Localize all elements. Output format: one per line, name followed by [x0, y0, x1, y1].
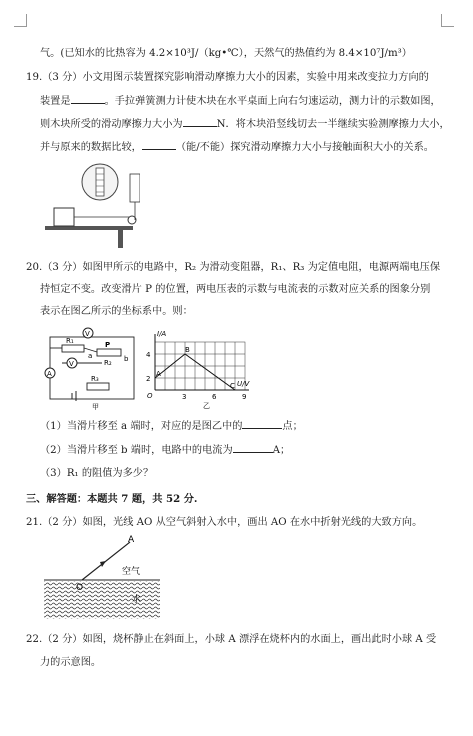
point-a-label: A: [128, 535, 135, 545]
page-corner-mark: [441, 14, 454, 27]
q19-text: 装置是: [40, 96, 71, 107]
q20-sub-1: [40, 418, 452, 435]
circuit-caption: 甲: [92, 403, 99, 410]
wooden-block: [54, 208, 74, 226]
r3-label: R₃: [91, 375, 99, 383]
q20-sub-2: [40, 442, 452, 459]
q19-blank-1[interactable]: [71, 93, 105, 104]
graph-x-tick: 6: [212, 393, 217, 401]
q20-circuit-diagram: [42, 325, 142, 410]
q20-blank-1[interactable]: [242, 418, 282, 429]
q21-figure: [40, 534, 175, 624]
header-line: 气。(已知水的比热容为 4.2×10³J/（kg•℃），天然气的热值约为 8.4×10⁷J/m³）: [40, 48, 412, 59]
q20-graph: [145, 328, 255, 413]
q20-text: （2）当滑片移至 b 端时，电路中的电流为: [40, 445, 233, 456]
ammeter-label: A: [47, 370, 52, 378]
q19-text: 。手拉弹簧测力计使木块在水平桌面上向右匀速运动，测力计的示数如图，: [104, 96, 441, 107]
q19-text: （能/不能）探究滑动摩擦力大小与接触面积大小的关系。: [175, 142, 434, 153]
q19-blank-2[interactable]: [183, 116, 217, 127]
q19-line-2: [40, 93, 452, 110]
q19-text: 并与原来的数据比较，: [40, 142, 142, 153]
q20-line-1: 20.（3 分）如图甲所示的电路中，R₂ 为滑动变阻器，R₁、R₃ 为定值电阻，电源两端电压保: [26, 262, 441, 273]
graph-point-c: C: [230, 382, 235, 390]
graph-y-tick: 4: [146, 351, 151, 359]
r2-label: R₂: [104, 359, 112, 367]
graph-origin: O: [147, 392, 153, 400]
graph-x-tick: 9: [242, 393, 247, 401]
table-top: [45, 226, 133, 230]
q20-blank-2[interactable]: [233, 442, 273, 453]
water-region: [44, 581, 160, 619]
table-leg: [118, 230, 123, 248]
spring-scale-small: [130, 174, 140, 202]
ray-arrow: [100, 561, 106, 567]
graph-point-b: B: [185, 346, 190, 354]
q22-line-2: 力的示意图。: [40, 657, 102, 668]
graph-y-label: I/A: [157, 330, 167, 338]
q19-text: 则木块所受的滑动摩擦力大小为: [40, 119, 183, 130]
q20-line-3: 表示在图乙所示的坐标系中。则：: [40, 306, 193, 317]
q19-line-3: [40, 116, 452, 133]
slider-p-label: P: [105, 341, 111, 349]
q20-text: 点；: [282, 421, 303, 432]
air-label: 空气: [122, 567, 141, 577]
q22-line-1: 22.（2 分）如图，烧杯静止在斜面上，小球 A 漂浮在烧杯内的水面上，画出此时小球 A 受: [26, 634, 437, 645]
q19-blank-3[interactable]: [142, 139, 176, 150]
q20-sub-3: （3）R₁ 的阻值为多少？: [40, 468, 154, 479]
q21-line-1: 21.（2 分）如图，光线 AO 从空气斜射入水中，画出 AO 在水中折射光线的大致方向。: [26, 517, 423, 528]
voltmeter-middle-label: V: [69, 360, 74, 368]
graph-x-label: U/V: [237, 380, 250, 388]
r1-label: R₁: [66, 337, 74, 345]
voltmeter-top-label: V: [85, 330, 90, 338]
page-corner-mark: [14, 14, 27, 27]
graph-y-tick: 2: [146, 375, 151, 383]
graph-point-a: A: [156, 370, 161, 378]
q19-line-1: 19.（3 分）小文用图示装置探究影响滑动摩擦力大小的因素，实验中用来改变拉力方向的: [26, 72, 429, 83]
section-title: 三、解答题：本题共 7 题，共 52 分.: [26, 493, 198, 505]
graph-x-tick: 3: [182, 393, 187, 401]
water-label: 水: [132, 595, 142, 605]
q20-text: A；: [272, 445, 291, 456]
q20-line-2: 持恒定不变。改变滑片 P 的位置，两电压表的示数与电流表的示数对应关系的图象分别: [40, 284, 431, 295]
terminal-a-label: a: [88, 352, 93, 360]
terminal-b-label: b: [124, 355, 129, 363]
graph-caption: 乙: [203, 402, 210, 410]
q20-text: （1）当滑片移至 a 端时，对应的是图乙中的: [40, 421, 243, 432]
point-o-label: O: [76, 583, 84, 593]
q19-text: N．将木块沿竖线切去一半继续实验测摩擦力大小，: [216, 119, 450, 130]
q19-figure: [40, 160, 140, 250]
q19-line-4: [40, 139, 452, 156]
